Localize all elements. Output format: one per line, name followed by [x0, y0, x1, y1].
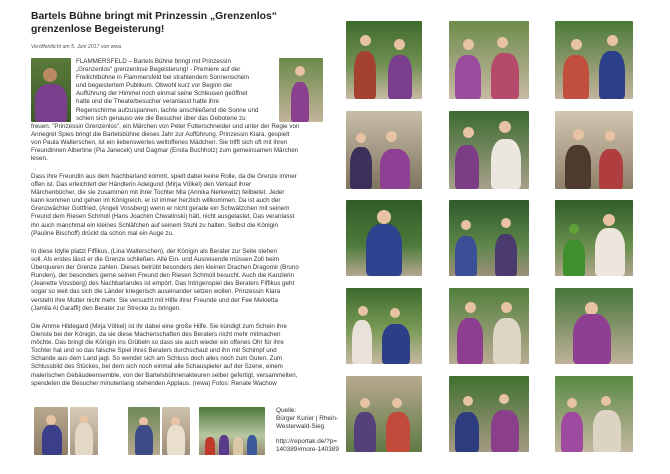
gallery-photo — [555, 111, 633, 189]
bottom-photo-5 — [199, 407, 265, 455]
gallery-photo — [555, 200, 633, 276]
gallery-photo — [346, 200, 422, 276]
gallery-photo — [449, 376, 529, 452]
publish-info: Veröffentlicht am 5. Juni 2017 von wwa — [31, 44, 122, 50]
paragraph-2: Dass ihre Freundin aus dem Nachbarland kommt, spielt dabei keine Rolle, da die Grenze immer offen ist. Das erleichtert der Händlerin Adelgund (Mirja Völkel) den Verkauf ihrer Märchenbücher, die sie zusammen mit ihrer Tochter Mia (Annika Nerkewitz) feilbietet. Jeder kann kommen und gehen im Königreich, er ist immer herzlich willkommen. Da ist auch der Grenzwächter Gottfried, (Angeli Vossberg) wenn er nicht gerade ein Schwätzchen mit seinem Freund dem Riesen Schmoll (Hans Joachim Chwatinski) hält, nicht ausgelastet. Das veranlasst ihn auch manchmal ein kleines Schläfchen auf seinem Stuhl zu halten. Selbst die Königin (Pauline Bischoff) drückt da schon mal ein Auge zu. — [31, 173, 297, 237]
bottom-photo-2 — [70, 407, 98, 455]
gallery-photo — [346, 111, 422, 189]
gallery-photo — [346, 288, 422, 364]
bottom-photo-1 — [34, 407, 68, 455]
paragraph-3: In diese Idylle platzt Fiffikus, (Lina Walterschen), der Königin als Berater zur Seite stehen soll. Als erstes lässt er die Grenze schließen. Alle Ein- und Ausreisende müssen Zoll beim Überqueren der Grenze zahlen. Dieses betrübt besonders den kleinen Drachen Dragomir (Bruno Runden), der besonders gerne seinen Freund den Riesen Schmoll besucht. Auch die Kanzlerin (Jeanette Vossberg) des Nachbarlandes ist empört. Das Intrigenspiel des Beraters Fiffikus geht sogar so weit das sich die Länder kriegerisch auseinander setzen wollen. Prinzessin Klara versteht ihre Mutter nicht mehr. Sie versucht mit Hilfe ihrer Freunde und der Fee Meloetta (Jamila Al Garaffi) den Berater zur Strecke zu bringen. — [31, 248, 299, 312]
gallery-photo — [555, 376, 633, 452]
article-photo-princess — [31, 58, 71, 122]
gallery-photo — [555, 21, 633, 99]
gallery-photo — [449, 288, 529, 364]
gallery-photo — [346, 21, 422, 99]
gallery-photo — [555, 288, 633, 364]
bottom-photo-4 — [162, 407, 190, 455]
gallery-photo — [449, 111, 529, 189]
gallery-photo — [449, 200, 529, 276]
paragraph-4: Die Amme Hildegard (Mirja Völkel) ist ihr dabei eine große Hilfe. Sie kündigt zum Schein ihre Dienste bei der Königin, da sie diese Machenschaften des Beraters nicht mehr mitmachen möchte. Das bringt die Königin ins Grübeln so dass sie auch wieder ein offenes Ohr für ihre Tochter hat und so das falsche Spiel ihres Beraters durchschaut und ihn mit Schimpf und Schande aus dem Land jagt. So wendet sich am Schluss doch alles noch zum Guten. Zum Schlussbild des Stückes, bei dem sich noch einmal alle Schauspieler auf der Szene, einem malerischen Gebäudeensemble, von der Bartelsbühnenakteuren selber gefertigt, versammelten, spendeten die Besucher minutenlang stehenden Applaus. (rewa) Fotos: Renate Wachow — [31, 323, 298, 387]
source-link-anchor[interactable]: 140389#more-140389 — [276, 445, 339, 453]
gallery-photo — [346, 376, 422, 452]
gallery-photo — [449, 21, 529, 99]
source-note: Quelle: Bürger Kurier | Rhein- Westerwald-Sieg http://reportak.de/?p= 140389#more-140389 — [276, 407, 346, 454]
article-headline: Bartels Bühne bringt mit Prinzessin „Grenzenlos“ grenzenlose Begeisterung! — [31, 11, 277, 35]
paragraph-1: FLAMMERSFELD – Bartels Bühne bringt mit Prinzessin „Grenzenlos“ grenzenlose Begeisterung! - Premiere auf der Freilichtbühne in Flammersfeld bei strahlendem Sonnenschein und begeistertem Publikum. Obwohl kurz vor Beginn der Aufführung der Himmel noch einmal seine Schleusen geöffnet hatte und die Theaterbesucher veranlasst hatte ihre Regenschirme aufzuspannen, lachte anschließend die Sonne und schien sich genauso wie die Besucher über das Gebotene zu — [76, 58, 259, 122]
source-link[interactable]: http://reportak.de/?p= — [276, 437, 337, 445]
paragraph-1-continued: freuen. "Prinzessin Grenzenlos", ein Märchen von Peter Futterschneider und unter der Regie von Annegret Spies bringt die Bartelsbühne dieses Jahr zur Aufführung. Prinzessin Klara, gespielt von Paula Walterschen, ist ein liebenswertes weltoffenes Mädchen. Sie trifft sich oft mit ihren Freundinnen Albertine (Pia Janecek) und Dagmar (Enola Buchholz) zum gemeinsamen Märchen lesen. — [31, 123, 300, 163]
bottom-photo-3 — [128, 407, 160, 455]
